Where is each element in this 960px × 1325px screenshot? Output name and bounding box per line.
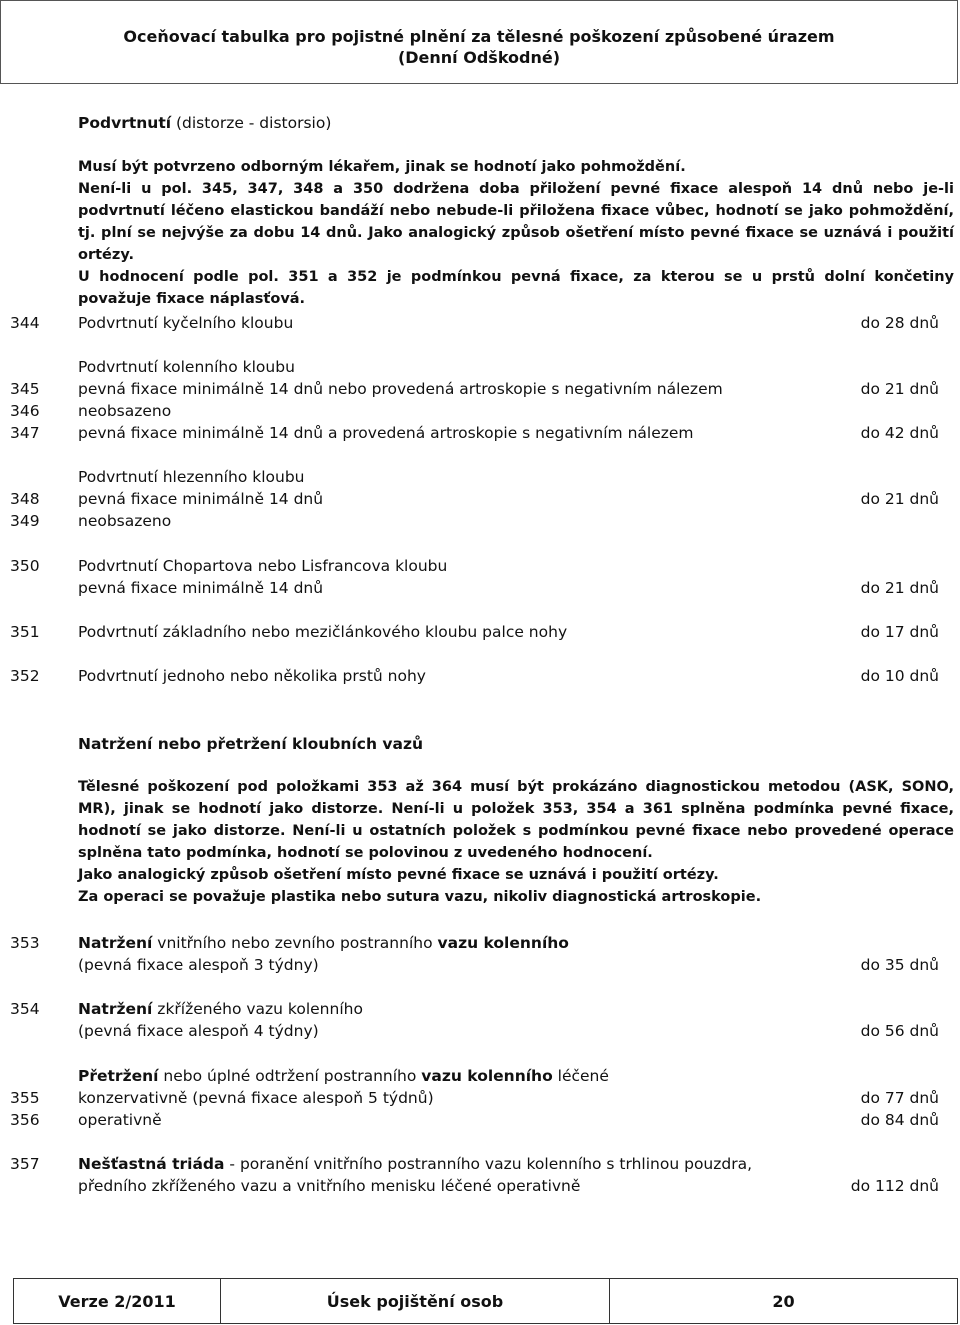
desc-text: předního zkříženého vazu a vnitřního menisku léčené operativně [78,1177,581,1195]
item-number: 353 [10,934,40,952]
item-description [78,932,569,954]
desc-text: nebo úplné odtržení postranního [158,1067,422,1085]
item-number: 348 [10,490,40,508]
item-number: 351 [10,623,40,641]
note-paragraph: Musí být potvrzeno odborným lékařem, jinak se hodnotí jako pohmoždění. [78,159,686,175]
desc-text: léčené [552,1067,609,1085]
section-heading-bold: Podvrtnutí [78,114,172,132]
item-number: 344 [10,314,40,332]
item-duration: do 42 dnů [860,424,939,442]
desc-text: vnitřního nebo zevního postranního [152,934,438,952]
item-duration: do 21 dnů [860,380,939,398]
item-description: Podvrtnutí kolenního kloubu [78,358,295,376]
item-number: 352 [10,667,40,685]
desc-text: konzervativně (pevná fixace alespoň 5 týdnů) [78,1089,434,1107]
item-number: 354 [10,1000,40,1018]
item-description: pevná fixace minimálně 14 dnů a provedená artroskopie s negativním nálezem [78,424,694,442]
item-description: Podvrtnutí Chopartova nebo Lisfrancova kloubu [78,557,448,575]
item-description [78,1020,319,1042]
item-description: neobsazeno [78,512,172,530]
item-number: 350 [10,557,40,575]
note-paragraph: Jako analogický způsob ošetření místo pevné fixace se uznává i použití ortézy. [78,867,719,883]
desc-text: (pevná fixace alespoň 4 týdny) [78,1022,319,1040]
item-description [78,998,363,1020]
desc-text: - poranění vnitřního postranního vazu kolenního s trhlinou pouzdra, [224,1155,753,1173]
item-description: neobsazeno [78,402,172,420]
desc-bold: Nešťastná triáda [78,1155,225,1173]
section1-notes [78,156,954,310]
item-description [78,1175,580,1197]
desc-bold: Přetržení [78,1067,159,1085]
section-heading-rest: (distorze - distorsio) [171,114,332,132]
item-duration: do 56 dnů [860,1022,939,1040]
item-description [78,1109,162,1131]
footer-version: Verze 2/2011 [14,1279,221,1323]
item-duration: do 112 dnů [850,1177,939,1195]
item-duration: do 35 dnů [860,956,939,974]
desc-bold: Natržení [78,934,153,952]
item-description: Podvrtnutí jednoho nebo několika prstů nohy [78,667,426,685]
desc-text: operativně [78,1111,162,1129]
item-description: pevná fixace minimálně 14 dnů [78,579,324,597]
item-description: pevná fixace minimálně 14 dnů [78,490,324,508]
note-paragraph: U hodnocení podle pol. 351 a 352 je podmínkou pevná fixace, za kterou se u prstů dolní končetiny považuje fixace náplasťová. [78,269,954,307]
item-description: Podvrtnutí kyčelního kloubu [78,314,294,332]
item-number: 346 [10,402,40,420]
item-description [78,954,319,976]
desc-bold: Natržení [78,1000,153,1018]
item-number: 349 [10,512,40,530]
item-duration: do 10 dnů [860,667,939,685]
item-number: 345 [10,380,40,398]
footer-page-number: 20 [772,1291,795,1311]
item-description [78,1065,609,1087]
item-number: 357 [10,1155,40,1173]
item-description [78,1087,434,1109]
page-header [0,0,958,84]
desc-text: (pevná fixace alespoň 3 týdny) [78,956,319,974]
item-duration: do 28 dnů [860,314,939,332]
item-duration: do 21 dnů [860,490,939,508]
item-description: Podvrtnutí hlezenního kloubu [78,468,305,486]
note-paragraph: Tělesné poškození pod položkami 353 až 364 musí být prokázáno diagnostickou metodou (ASK, SONO, MR), jinak se hodnotí jako distorze. Není-li u položek 353, 354 a 361 splněna podmínka pevné fixace, hodnotí se jako distorze. Není-li u ostatních položek s podmínkou pevné fixace nebo provedené operace splněna tato podmínka, hodnotí se polovinou z uvedeného hodnocení. [78,779,954,861]
note-paragraph: Není-li u pol. 345, 347, 348 a 350 dodržena doba přiložení pevné fixace alespoň 14 dnů nebo je-li podvrtnutí léčeno elastickou bandáží nebo nebude-li přiložena fixace vůbec, hodnotí se jako pohmoždění, tj. plní se nejvýše za dobu 14 dnů. Jako analogický způsob ošetření místo pevné fixace se uznává i použití ortézy. [78,181,954,263]
item-duration: do 17 dnů [860,623,939,641]
item-description: pevná fixace minimálně 14 dnů nebo provedená artroskopie s negativním nálezem [78,380,723,398]
desc-text: zkříženého vazu kolenního [152,1000,363,1018]
footer-department: Úsek pojištění osob [221,1279,610,1323]
section-heading-ligaments: Natržení nebo přetržení kloubních vazů [78,735,424,753]
page-footer [13,1278,958,1324]
item-duration: do 77 dnů [860,1089,939,1107]
section-heading-sprains [78,112,331,134]
item-number: 356 [10,1111,40,1129]
header-title-line2: (Denní Odškodné) [397,48,561,67]
item-description: Podvrtnutí základního nebo mezičlánkového kloubu palce nohy [78,623,568,641]
note-paragraph: Za operaci se považuje plastika nebo sutura vazu, nikoliv diagnostická artroskopie. [78,889,762,905]
item-description [78,1153,752,1175]
item-number: 347 [10,424,40,442]
item-number: 355 [10,1089,40,1107]
item-duration: do 84 dnů [860,1111,939,1129]
item-duration: do 21 dnů [860,579,939,597]
desc-bold: vazu kolenního [437,934,569,952]
header-title-line1: Oceňovací tabulka pro pojistné plnění za tělesné poškození způsobené úrazem [123,27,835,46]
section2-notes [78,776,954,908]
desc-bold: vazu kolenního [421,1067,553,1085]
